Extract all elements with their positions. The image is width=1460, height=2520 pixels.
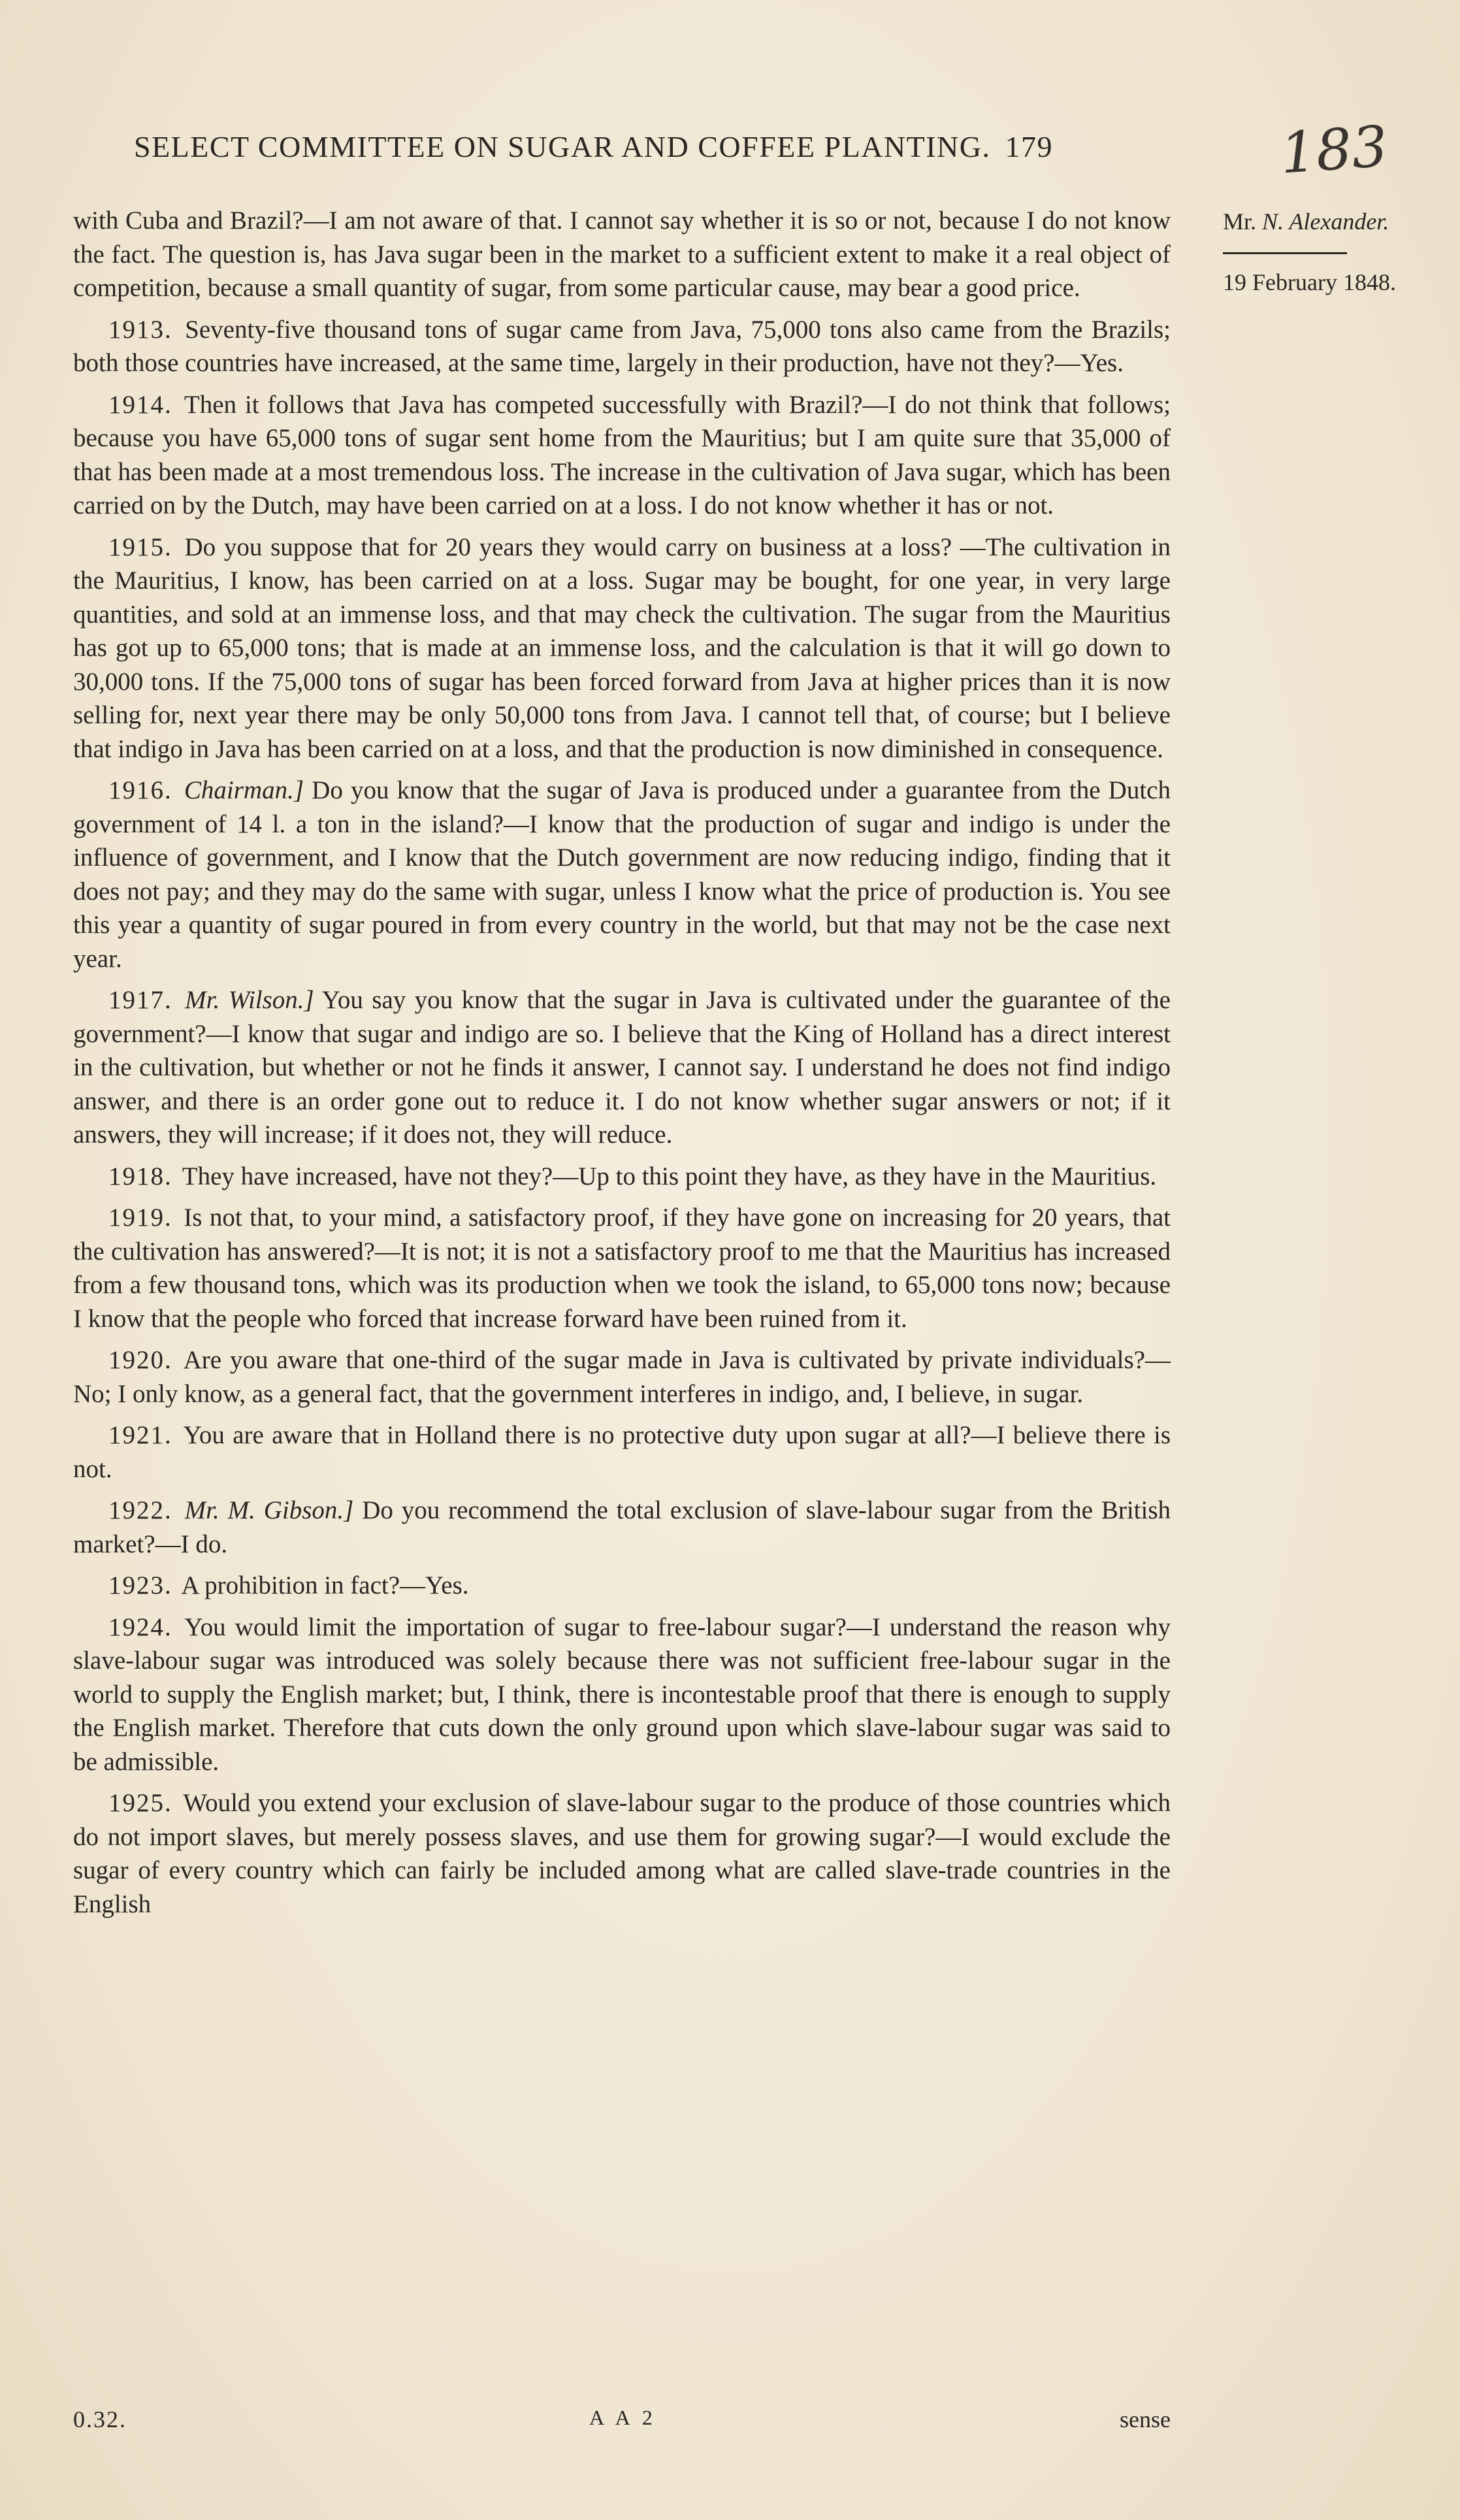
paragraph-continuation bbox=[73, 204, 1171, 305]
catchword: sense bbox=[1120, 2406, 1171, 2432]
parliamentary-paper-number: 0.32. bbox=[73, 2406, 127, 2432]
question-number: 1917. bbox=[108, 986, 172, 1014]
paragraph-text: A prohibition in fact?—Yes. bbox=[181, 1571, 469, 1599]
question-number: 1918. bbox=[108, 1162, 172, 1190]
page-footer bbox=[73, 2406, 1171, 2438]
question-paragraph bbox=[73, 1569, 1171, 1603]
running-header bbox=[134, 129, 1179, 164]
paragraph-text: You are aware that in Holland there is no protective duty upon sugar at all?—I believe there is not. bbox=[73, 1421, 1171, 1483]
question-number: 1915. bbox=[108, 532, 172, 561]
paragraph-text: Is not that, to your mind, a satisfactory proof, if they have gone on increasing for 20 years, that the cultivation has answered?—It is not; it is not a satisfactory proof to me that the Mauritius has increased from a few thousand tons, which was its production when we took the island, to 65,000 tons now; because I know that the people who forced that increase forward have been ruined from it. bbox=[73, 1203, 1171, 1333]
question-number: 1920. bbox=[108, 1346, 172, 1374]
paragraph-text: Then it follows that Java has competed successfully with Brazil?—I do not think that follows; because you have 65,000 tons of sugar sent home from the Mauritius; but I am quite sure that 35,000 of that has been made at a most tremendous loss. The increase in the cultivation of Java sugar, which has been carried on by the Dutch, may have been carried on at a loss. I do not know whether it has or not. bbox=[73, 390, 1171, 519]
paragraph-text: Do you recommend the total exclusion of slave-labour sugar from the British market?—I do. bbox=[73, 1496, 1171, 1558]
question-paragraph bbox=[73, 531, 1171, 766]
paragraph-text: Do you suppose that for 20 years they would carry on business at a loss? —The cultivation in the Mauritius, I know, has been carried on at a loss. Sugar may be bought, for one year, in very large quantities, and sold at an immense loss, and that may check the cultivation. The sugar from the Mauritius has got up to 65,000 tons; that is made at an immense loss, and the calculation is that it will go down to 30,000 tons. If the 75,000 tons of sugar has been forced forward from Java at higher prices than it is now selling for, next year there may be only 50,000 tons from Java. I cannot tell that, of course; but I believe that indigo in Java has been carried on at a loss, and that the production is now diminished in consequence. bbox=[73, 532, 1171, 763]
handwritten-folio-number: 183 bbox=[1278, 114, 1390, 187]
question-paragraph bbox=[73, 1786, 1171, 1921]
testimony-date: 19 February 1848. bbox=[1223, 269, 1396, 295]
question-number: 1922. bbox=[108, 1496, 172, 1524]
question-paragraph bbox=[73, 1418, 1171, 1486]
question-number: 1916. bbox=[108, 776, 172, 804]
question-number: 1919. bbox=[108, 1203, 172, 1232]
question-number: 1924. bbox=[108, 1612, 172, 1641]
question-paragraph bbox=[73, 313, 1171, 380]
question-paragraph bbox=[73, 1160, 1171, 1194]
header-title: SELECT COMMITTEE ON SUGAR AND COFFEE PLANTING. bbox=[134, 130, 991, 163]
paragraph-text: Would you extend your exclusion of slave-labour sugar to the produce of those countries which do not import slaves, but merely possess slaves, and use them for growing sugar?—I would exclude the sugar of every country which can fairly be included among what are called slave-trade countries in the English bbox=[73, 1789, 1171, 1918]
paragraph-text: Are you aware that one-third of the sugar made in Java is cultivated by private individuals?—No; I only know, as a general fact, that the government interferes in indigo, and, I believe, in sugar. bbox=[73, 1346, 1171, 1408]
question-number: 1913. bbox=[108, 315, 172, 344]
paragraph-text: They have increased, have not they?—Up to this point they have, as they have in the Mauritius. bbox=[182, 1162, 1157, 1190]
question-paragraph bbox=[73, 1201, 1171, 1335]
printer-signature-mark: A A 2 bbox=[589, 2406, 657, 2429]
speaker-name: Mr. M. Gibson.] bbox=[184, 1496, 354, 1524]
margin-note bbox=[1223, 203, 1445, 301]
testimony-body bbox=[73, 204, 1171, 1929]
question-number: 1921. bbox=[108, 1421, 172, 1449]
question-paragraph bbox=[73, 1494, 1171, 1561]
question-paragraph bbox=[73, 983, 1171, 1152]
question-number: 1925. bbox=[108, 1789, 172, 1817]
paragraph-text: with Cuba and Brazil?—I am not aware of that. I cannot say whether it is so or not, because I do not know the fact. The question is, has Java sugar been in the market to a sufficient extent to make it a real object of competition, because a small quantity of sugar, from some particular cause, may bear a good price. bbox=[73, 206, 1171, 302]
margin-rule bbox=[1223, 252, 1347, 254]
question-paragraph bbox=[73, 388, 1171, 523]
witness-line bbox=[1223, 203, 1445, 240]
question-paragraph bbox=[73, 1611, 1171, 1779]
witness-prefix: Mr. bbox=[1223, 208, 1257, 235]
witness-name: N. Alexander. bbox=[1262, 208, 1389, 235]
paragraph-text: Do you know that the sugar of Java is produced under a guarantee from the Dutch government of 14 l. a ton in the island?—I know that the production of sugar and indigo is under the influence of government, and I know that the Dutch government are now reducing indigo, finding that it does not pay; and they may do the same with sugar, unless I know what the price of production is. You see this year a quantity of sugar poured in from every country in the world, but that may not be the case next year. bbox=[73, 776, 1171, 973]
question-number: 1923. bbox=[108, 1571, 172, 1599]
speaker-name: Chairman.] bbox=[184, 776, 304, 804]
question-paragraph bbox=[73, 1343, 1171, 1411]
speaker-name: Mr. Wilson.] bbox=[185, 986, 314, 1014]
question-paragraph bbox=[73, 774, 1171, 975]
paragraph-text: You say you know that the sugar in Java is cultivated under the guarantee of the government?—I know that sugar and indigo are so. I believe that the King of Holland has a direct interest in the cultivation, but whether or not he finds it answer, I cannot say. I understand he does not find indigo answer, and there is an order gone out to reduce it. I do not know whether sugar answers or not; if it answers, they will increase; if it does not, they will reduce. bbox=[73, 986, 1171, 1149]
paragraph-text: You would limit the importation of sugar to free-labour sugar?—I understand the reason why slave-labour sugar was introduced was solely because there was not sufficient free-labour sugar in the world to supply the English market; but, I think, there is incontestable proof that there is enough to supply the English market. Therefore that cuts down the only ground upon which slave-labour sugar was said to be admissible. bbox=[73, 1612, 1171, 1776]
question-number: 1914. bbox=[108, 390, 172, 419]
page-number: 179 bbox=[1005, 130, 1053, 163]
paragraph-text: Seventy-five thousand tons of sugar came from Java, 75,000 tons also came from the Brazils; both those countries have increased, at the same time, largely in their production, have not they?—Yes. bbox=[73, 315, 1171, 377]
